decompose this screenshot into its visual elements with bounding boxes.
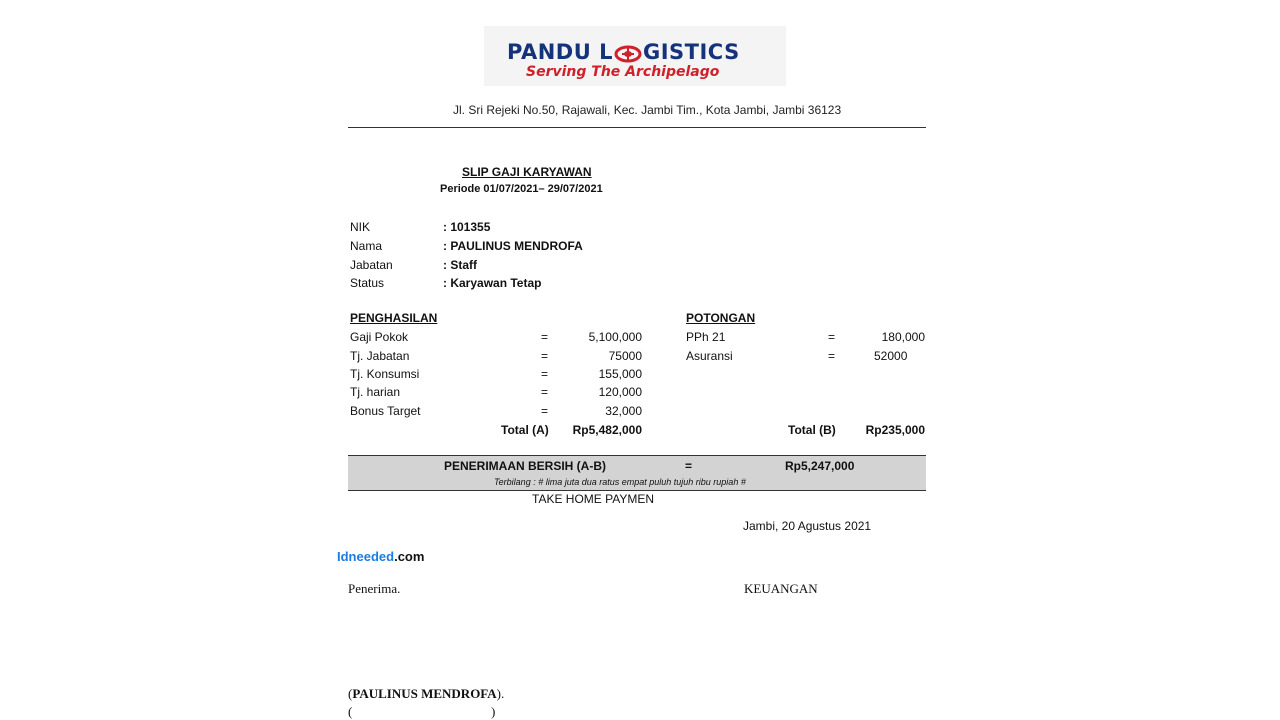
income-amount: 32,000: [605, 404, 642, 418]
take-home-label: TAKE HOME PAYMEN: [532, 492, 655, 506]
deduction-equals: =: [828, 349, 836, 363]
net-equals: =: [685, 459, 693, 473]
income-amount: 155,000: [598, 367, 642, 381]
company-address: Jl. Sri Rejeki No.50, Rajawali, Kec. Jambi Tim., Kota Jambi, Jambi 36123: [453, 103, 842, 117]
logo-text-left: PANDU L: [507, 40, 613, 64]
employee-value-status: : Karyawan Tetap: [443, 276, 542, 290]
receiver-name: PAULINUS MENDROFA: [352, 686, 497, 701]
receiver-name-close: ).: [496, 686, 505, 701]
income-total-label: Total (A): [501, 423, 549, 437]
income-equals: =: [541, 349, 549, 363]
logo-tagline: Serving The Archipelago: [526, 64, 720, 80]
employee-value-name: : PAULINUS MENDROFA: [443, 239, 583, 253]
header-divider: [348, 127, 926, 128]
receiver-name-open: (: [348, 686, 353, 701]
income-amount: 75000: [608, 349, 642, 363]
income-label: Tj. harian: [350, 385, 401, 399]
deductions-total-value: Rp235,000: [865, 423, 925, 437]
deduction-amount: 180,000: [881, 330, 925, 344]
employee-value-position: : Staff: [443, 258, 477, 272]
net-value: Rp5,247,000: [785, 459, 855, 473]
deduction-amount: 52000: [874, 349, 908, 363]
deductions-heading: POTONGAN: [686, 311, 756, 325]
deductions-total-label: Total (B): [788, 423, 836, 437]
income-label: Gaji Pokok: [350, 330, 409, 344]
income-equals: =: [541, 330, 549, 344]
income-total-value: Rp5,482,000: [572, 423, 642, 437]
employee-label-status: Status: [350, 276, 385, 290]
employee-label-position: Jabatan: [350, 258, 393, 272]
slip-title: SLIP GAJI KARYAWAN: [462, 165, 592, 179]
income-amount: 120,000: [598, 385, 642, 399]
income-label: Tj. Konsumsi: [350, 367, 420, 381]
logo-text-right: GISTICS: [642, 40, 740, 64]
employee-value-nik: : 101355: [443, 220, 491, 234]
income-label: Tj. Jabatan: [350, 349, 410, 363]
income-heading: PENGHASILAN: [350, 311, 438, 325]
employee-label-name: Nama: [350, 239, 383, 253]
watermark-part1: Idneeded: [337, 549, 395, 564]
company-logo: [507, 40, 740, 64]
receiver-label: Penerima.: [348, 581, 401, 596]
blank-bracket-open: (: [348, 704, 353, 719]
terbilang-text: Terbilang : # lima juta dua ratus empat puluh tujuh ribu rupiah #: [494, 477, 746, 487]
income-equals: =: [541, 385, 549, 399]
income-equals: =: [541, 367, 549, 381]
deduction-equals: =: [828, 330, 836, 344]
watermark-part2: .com: [394, 549, 425, 564]
slip-period: Periode 01/07/2021– 29/07/2021: [440, 183, 603, 195]
logo-globe-icon: [614, 44, 642, 62]
employee-label-nik: NIK: [350, 220, 371, 234]
place-date: Jambi, 20 Agustus 2021: [743, 519, 872, 533]
blank-bracket-close: ): [491, 704, 496, 719]
finance-label: KEUANGAN: [744, 581, 818, 596]
income-equals: =: [541, 404, 549, 418]
net-label: PENERIMAAN BERSIH (A-B): [444, 459, 606, 473]
income-amount: 5,100,000: [588, 330, 642, 344]
deduction-label: Asuransi: [686, 349, 733, 363]
watermark: [337, 549, 424, 564]
deduction-label: PPh 21: [686, 330, 726, 344]
receiver-name-line: [348, 686, 504, 702]
income-label: Bonus Target: [350, 404, 421, 418]
